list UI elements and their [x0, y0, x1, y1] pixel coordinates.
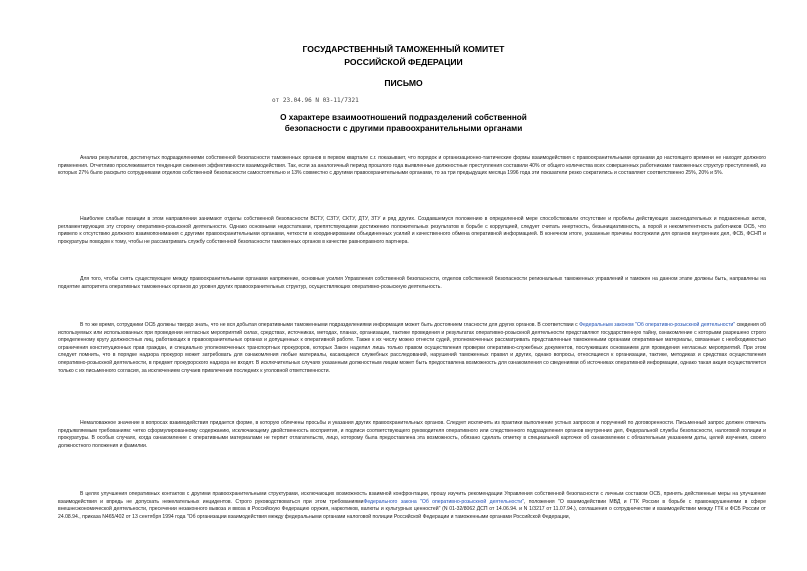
paragraph-text: Для того, чтобы снять существующее между правоохранительными органами напряжение, основные усилия Управления собственной безопасности, отделов собственной безопасности региональных таможенных управлений и таможен на данном этапе должны быть, направлены на поднятие авторитета оперативных таможенных органов до уровня других правоохранительных структур, осуществляющих оперативно-розыскную деятельность. [58, 276, 766, 290]
paragraph-text: Немаловажное значение в вопросах взаимодействия придается форме, в которую облечены просьбы и указания других правоохранительных органов. Следует исключить из практики выполнение устных запросов и поручений по договоренности. Письменный запрос должен отвечать предъявляемым требованиям: четко сформулированному содержанию, исключающему двойственность восприятия, и подписи соответствующего руководителя оперативного или следственного подразделения органов внутренних дел, Федеральной службы безопасности, налоговой полиции и прокуратуры. В особых случаях, когда ознакомление с оперативными материалами не терпит отлагательств, лицо, которому была предоставлена эта возможность, обязано сделать отметку в специальной карточке об ознакомлении с обязательным указанием даты, целей изучения, своего должностного положения и фамилии. [58, 420, 766, 449]
law-link[interactable]: Федеральным законом "Об оперативно-розыскной деятельности" [579, 322, 736, 328]
organization-name-line2: РОССИЙСКОЙ ФЕДЕРАЦИИ [344, 57, 463, 67]
paragraph-text: Анализ результатов, достигнутых подразделениями собственной безопасности таможенных органов в первом квартале с.г. показывает, что порядок и организационно-тактические формы взаимодействия с правоохранительными органами до настоящего времени не находят должного применения. Отчетливо прослеживается тенденция снижения эффективности взаимодействия. Так, если за аналогичный период прошлого года выявленные должностные преступления составили 40% от общего количества всех совершенных работниками таможенных структур преступлений, из которых 27% было раскрыто сотрудниками отделов собственной безопасности самостоятельно и 13% совместно с другими правоохранительными органами, то за три предыдущих месяца 1996 года эти показатели резко сократились и составляют соответственно 25%, 20% и 5%. [58, 155, 766, 177]
paragraph-text: В целях улучшения оперативных контактов с другими правоохранительными структурами, исключающих возможность взаимной конфронтации, прошу изучить рекомендации Управления собственной безопасности с личным составом ОСБ, принять действенные меры на улучшение взаимодействия и впредь не допускать нежелательных инцидентов. Строго руководствоваться при этом требованиями [58, 491, 766, 505]
paragraph-text: Наиболее слабые позиции в этом направлении занимают отделы собственной безопасности ВСТУ, СЗТУ, СКТУ, ДТУ, ЗТУ и ряд других. Создавшемуся положению в определенной мере способствовали отсутствие и пробелы действующих законодательных и подзаконных актов, регламентирующих эту сторону оперативно-розыскной деятельности. Однако основными недостатками, препятствующими достижению положительных результатов в борьбе с коррупцией, следует считать инертность, безынициативность, а порой и некомпетентность работников ОСБ, что привело к отсутствию должного взаимопонимания с другими правоохранительными органами, четкости в координировании объединенных усилий и качественного обмена оперативной информацией. В конечном итоге, указанные причины послужили для органов внутренних дел, ФСБ, ФСНП и прокуратуры поводом к тому, чтобы не рассматривать службу собственной безопасности таможенных органов в качестве равноправного партнера. [58, 216, 766, 245]
paragraph-text: В то же время, сотрудники ОСБ должны твердо знать, что не вся добытая оперативными таможенными подразделениями информация может быть достоянием гласности для других органов. В соответствии с [80, 322, 580, 328]
paragraph-text: сведения об используемых или использованных при проведении негласных мероприятий силах, средствах, источниках, методах, планах, организации, тактике проведения и результатах оперативно-розыскной деятельности представляют государственную тайну, ознакомление с которыми разрешено строго определенному кругу должностных лиц, работающих в правоохранительных органах и допущенных к оперативной работе. Также к их числу можно отнести судей, уполномоченных рассматривать представленные таможенными органами оперативные материалы, связанные с необходимостью ограничения конституционных прав граждан, и специально уполномоченных транспортных прокуроров, которых Закон наделил лишь только правом осуществления проверки оперативно-служебных документов, послуживших основанием для проведения негласных мероприятий. При этом следует помнить, что в порядке надзора прокурор может затребовать для ознакомления любые материалы, касающиеся служебных расследований, нарушений таможенных правил и других, однако вопросы, относящиеся к организации, тактике, методиках и средствах осуществления оперативно-розыскной деятельности, в предмет прокурорского надзора не входят. В исключительных случаях указанным должностным лицам может быть предоставлена возможность для ознакомления со сведениями об источниках оперативной информации, однако такая акция осуществляется только с их письменного согласия, за исключением случаев привлечения последних к уголовной ответственности. [58, 322, 766, 374]
document-title-line2: безопасности с другими правоохранительными органами [284, 124, 523, 133]
paragraph-improve-contacts [58, 491, 766, 531]
organization-name-line1: ГОСУДАРСТВЕННЫЙ ТАМОЖЕННЫЙ КОМИТЕТ [302, 44, 505, 54]
law-link[interactable]: Федерального закона "Об оперативно-розыскной деятельности" [363, 498, 524, 505]
paragraph-weak-positions [58, 216, 766, 262]
paragraph-text: , положения "О взаимодействии МВД и ГТК России в борьбе с правонарушениями в сфере внешнеэкономической деятельности, пресечении незаконного вывоза и ввоза в Российскую Федерацию оружия, наркотиков, валюты и культурных ценностей" (N 01-32/8062 ДСП от 14.06.94. и N 1/3217 от 11.07.94.), соглашения о сотрудничестве и взаимодействии между ГТК и ФСБ России от 24.08.94., приказа N465/402 от 13 сентября 1994 года "Об организации взаимодействия между федеральными органами налоговой полиции Российской Федерации и таможенными органами Российской Федерации, [58, 498, 766, 520]
document-type: ПИСЬМО [384, 78, 423, 88]
paragraph-analysis [58, 155, 766, 208]
paragraph-efforts [58, 276, 766, 306]
document-title-line1: О характере взаимоотношений подразделений собственной [280, 113, 527, 122]
paragraph-state-secret [58, 322, 766, 413]
document-date-number: от 23.04.96 N 03-11/7321 [272, 97, 359, 104]
paragraph-request-form [58, 420, 766, 481]
